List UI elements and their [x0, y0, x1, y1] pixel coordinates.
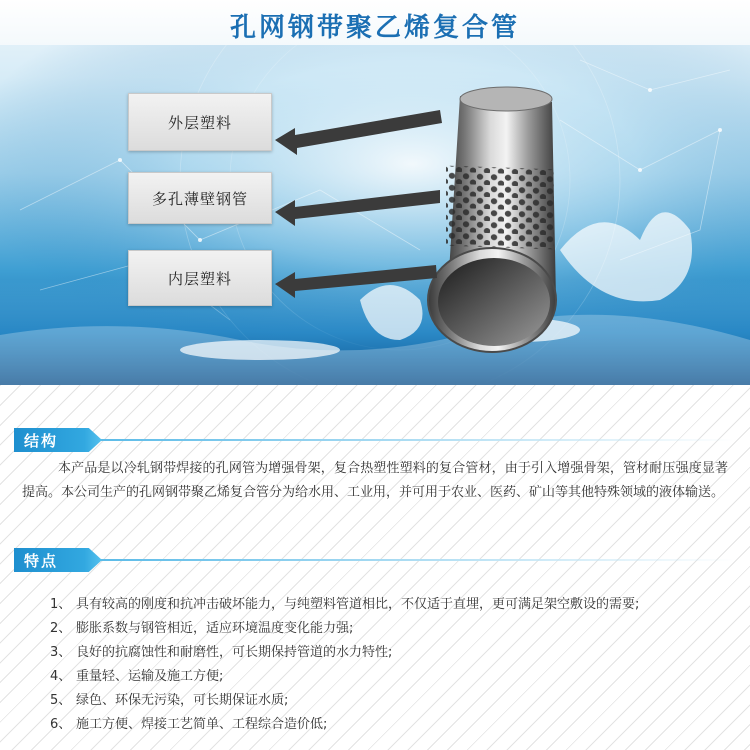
list-item: [50, 689, 740, 713]
label-perforated-steel-pipe: 多孔薄壁钢管: [128, 172, 272, 224]
page-title: 孔网钢带聚乙烯复合管: [229, 13, 520, 43]
list-item: [50, 665, 740, 689]
item-text: 重量轻、运输及施工方便;: [76, 669, 224, 684]
structure-header: [14, 428, 102, 452]
features-header: [14, 548, 102, 572]
item-text: 具有较高的刚度和抗冲击破坏能力，与纯塑料管道相比，不仅适于直埋，更可满足架空敷设的需要;: [76, 597, 640, 612]
item-number: 3、: [50, 645, 72, 660]
list-item: [50, 617, 740, 641]
label-inner-plastic: 内层塑料: [128, 250, 272, 306]
features-list: [50, 593, 740, 737]
label-outer-plastic: 外层塑料: [128, 93, 272, 151]
item-text: 施工方便、焊接工艺简单、工程综合造价低;: [76, 717, 328, 732]
item-number: 4、: [50, 669, 72, 684]
item-text: 良好的抗腐蚀性和耐磨性，可长期保持管道的水力特性;: [76, 645, 393, 660]
item-number: 5、: [50, 693, 72, 708]
content-section: [0, 385, 750, 750]
header-rule: [100, 439, 734, 441]
structure-heading: 结构: [24, 432, 59, 450]
item-text: 绿色、环保无污染，可长期保证水质;: [76, 693, 289, 708]
list-item: [50, 713, 740, 737]
item-number: 1、: [50, 597, 72, 612]
item-number: 6、: [50, 717, 72, 732]
header-rule: [100, 559, 734, 561]
title-strip: [0, 0, 750, 45]
structure-paragraph: 本产品是以冷轧钢带焊接的孔网管为增强骨架，复合热塑性塑料的复合管材，由于引入增强骨架，管材耐压强度显著提高。本公司生产的孔网钢带聚乙烯复合管分为给水用、工业用，并可用于农业、医药、矿山等其他特殊领域的液体输送。: [22, 461, 728, 500]
features-heading: 特点: [24, 552, 59, 570]
list-item: [50, 641, 740, 665]
item-text: 膨胀系数与钢管相近，适应环境温度变化能力强;: [76, 621, 354, 636]
list-item: [50, 593, 740, 617]
item-number: 2、: [50, 621, 72, 636]
